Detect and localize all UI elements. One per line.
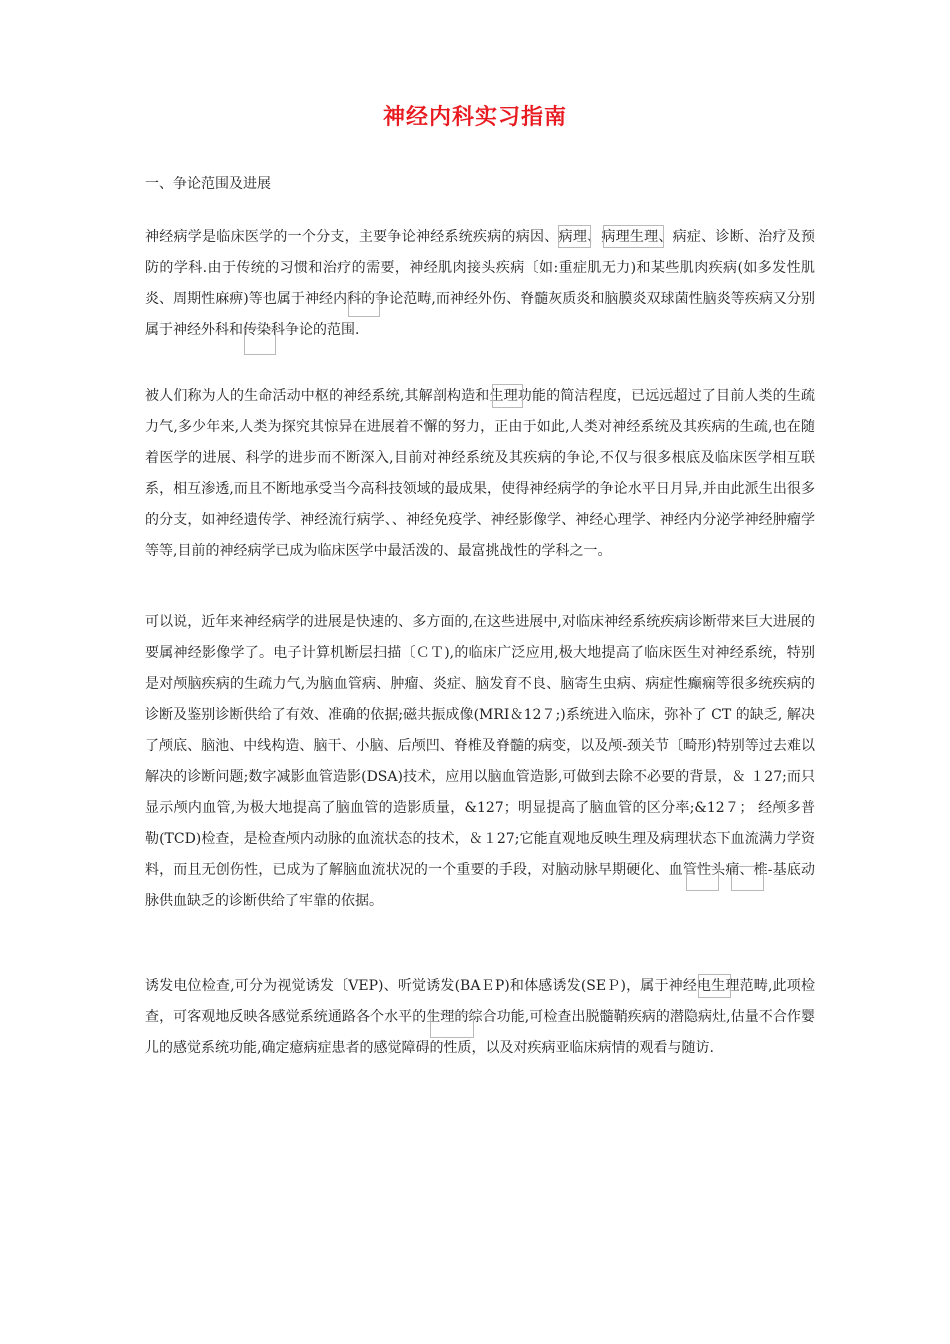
link-box-physiology[interactable]: [492, 384, 523, 408]
section-heading: 一、争论范围及进展: [145, 176, 271, 192]
link-box-surgery[interactable]: [244, 328, 276, 355]
link-box-electrophysiology[interactable]: [698, 974, 731, 998]
paragraph-4: 诱发电位检查,可分为视觉诱发〔VEP)、听觉诱发(BAＥP)和体感诱发(SEＰ)，属于神经电生理范畴,此项检查，可客观地反映各感觉系统通路各个水平的生理的综合功能,可检查出脱髓鞘疾病的潜隐病灶,估量不合作婴儿的感觉系统功能,确定癔病症患者的感觉障碍的性质，以及对疾病亚临床病情的观看与随访.: [145, 978, 815, 1056]
link-box-level-physiology[interactable]: [430, 1013, 474, 1038]
document-title: 神经内科实习指南: [382, 105, 567, 130]
link-box-pathology[interactable]: [558, 225, 591, 248]
paragraph-3: 可以说，近年来神经病学的进展是快速的、多方面的,在这些进展中,对临床神经系统疾病诊断带来巨大进展的要属神经影像学了。电子计算机断层扫描〔ＣＴ),的临床广泛应用,极大地提高了临床医生对神经系统，特别是对颅脑疾病的生疏力气,为脑血管病、肿瘤、炎症、脑发育不良、脑寄生虫病、病症性癫痫等很多统疾病的诊断及鉴别诊断供给了有效、准确的依据;磁共振成像(MRI＆12７;)系统进入临床，弥补了 CT 的缺乏, 解决了颅底、脑池、中线构造、脑干、小脑、后颅凹、脊椎及脊髓的病变，以及颅-颈关节〔畸形)特别等过去难以解决的诊断问题;数字减影血管造影(DSA)技术，应用以脑血管造影,可做到去除不必要的背景，＆ １27;而只显示颅内血管,为极大地提高了脑血管的造影质量，&127；明显提高了脑血管的区分率;&12７； 经颅多普勒(TCD)检查，是检查颅内动脉的血流状态的技术，＆１27;它能直观地反映生理及病理状态下血流满力学资料，而且无创伤性，已成为了解脑血流状况的一个重要的手段，对脑动脉早期硬化、血管性头痛、椎-基底动脉供血缺乏的诊断供给了牢靠的依据。: [145, 614, 815, 909]
link-box-reflect[interactable]: [686, 866, 719, 891]
paragraph-2: 被人们称为人的生命活动中枢的神经系统,其解剖构造和生理功能的简洁程度，已远远超过了目前人类的生疏力气,多少年来,人类为探究其惊异在进展着不懈的努力，正由于如此,人类对神经系统及其疾病的生疏,也在随着医学的进展、科学的进步而不断深入,目前对神经系统及其疾病的争论,不仅与很多根底及临床医学相互联系，相互渗透,而且不断地承受当今高科技领域的最成果，使得神经病学的争论水平日月异,并由此派生出很多的分支，如神经遗传学、神经流行病学、、神经免疫学、神经影像学、神经心理学、神经内分泌学神经肿瘤学等等,目前的神经病学已成为临床医学中最活泼的、最富挑战性的学科之一。: [145, 388, 815, 559]
paragraph-1: 神经病学是临床医学的一个分支，主要争论神经系统疾病的病因、病理、病理生理、病症、诊断、治疗及预防的学科.由于传统的习惯和治疗的需要，神经肌肉接头疾病〔如:重症肌无力)和某些肌肉疾病(如多发性肌炎、周期性麻痹)等也属于神经内科的争论范畴,而神经外伤、脊髓灰质炎和脑膜炎双球菌性脑炎等疾病又分别属于神经外科和传染科争论的范围.: [145, 229, 815, 338]
link-box-internal-medicine[interactable]: [348, 293, 380, 317]
link-box-pathology-2[interactable]: [731, 866, 764, 891]
link-box-pathophysiology[interactable]: [603, 225, 664, 248]
